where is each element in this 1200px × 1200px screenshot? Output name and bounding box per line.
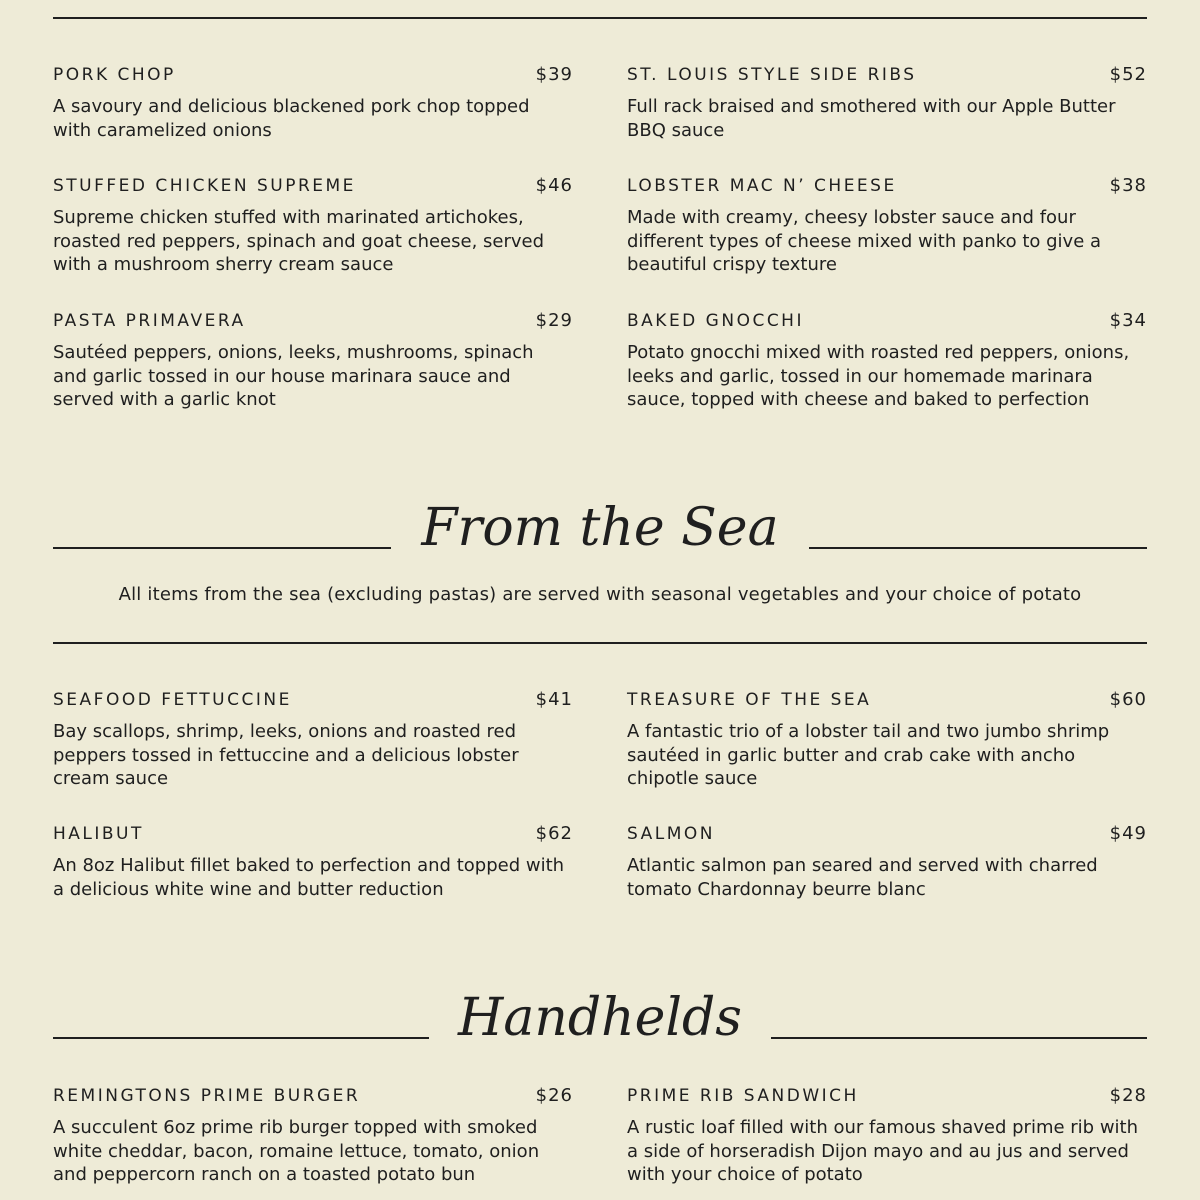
menu-item-baked-gnocchi [627,310,1147,412]
item-price: $49 [1109,823,1147,844]
menu-item-treasure-of-the-sea [627,689,1147,791]
top-divider [53,17,1147,19]
item-description: A savoury and delicious blackened pork chop topped with caramelized onions [53,96,530,141]
item-price: $41 [535,689,573,710]
item-description: Made with creamy, cheesy lobster sauce and four different types of cheese mixed with panko to give a beautiful crispy texture [627,207,1102,275]
item-name: STUFFED CHICKEN SUPREME [53,176,356,196]
item-price: $29 [535,310,573,331]
menu-item-salmon [627,823,1147,901]
item-price: $38 [1109,175,1147,196]
handhelds-title-rule-left [53,1037,429,1039]
sea-title-rule-right [809,547,1147,549]
item-name: ST. LOUIS STYLE SIDE RIBS [627,65,917,85]
menu-item-side-ribs [627,64,1147,142]
menu-item-lobster-mac [627,175,1147,277]
section-title-sea: From the Sea [421,498,779,558]
item-name: LOBSTER MAC N’ CHEESE [627,176,897,196]
item-description: Atlantic salmon pan seared and served with charred tomato Chardonnay beurre blanc [627,855,1098,900]
item-description: Full rack braised and smothered with our Apple Butter BBQ sauce [627,96,1116,141]
sea-title-rule-left [53,547,391,549]
menu-item-stuffed-chicken [53,175,573,277]
item-description: A succulent 6oz prime rib burger topped with smoked white cheddar, bacon, romaine lettuce, tomato, onion and peppercorn ranch on a toasted potato bun [53,1117,540,1185]
item-description: A fantastic trio of a lobster tail and two jumbo shrimp sautéed in garlic butter and crab cake with ancho chipotle sauce [627,721,1110,789]
menu-item-halibut [53,823,573,901]
handhelds-title-rule-right [771,1037,1147,1039]
item-name: PRIME RIB SANDWICH [627,1086,859,1106]
menu-item-pasta-primavera [53,310,573,412]
item-price: $26 [535,1085,573,1106]
item-name: PORK CHOP [53,65,176,85]
menu-item-prime-rib-sandwich [627,1085,1147,1187]
item-name: HALIBUT [53,824,144,844]
item-name: SEAFOOD FETTUCCINE [53,690,292,710]
item-description: An 8oz Halibut fillet baked to perfection and topped with a delicious white wine and butter reduction [53,855,565,900]
item-name: BAKED GNOCCHI [627,311,804,331]
item-price: $60 [1109,689,1147,710]
item-description: A rustic loaf filled with our famous shaved prime rib with a side of horseradish Dijon mayo and au jus and served with your choice of potato [627,1117,1139,1185]
item-price: $34 [1109,310,1147,331]
item-name: REMINGTONS PRIME BURGER [53,1086,361,1106]
item-name: PASTA PRIMAVERA [53,311,246,331]
item-price: $39 [535,64,573,85]
item-price: $62 [535,823,573,844]
item-name: SALMON [627,824,715,844]
item-price: $28 [1109,1085,1147,1106]
item-price: $46 [535,175,573,196]
menu-item-prime-burger [53,1085,573,1187]
menu-item-seafood-fettuccine [53,689,573,791]
section-note-sea: All items from the sea (excluding pastas) are served with seasonal vegetables and your choice of potato [118,584,1082,605]
item-price: $52 [1109,64,1147,85]
item-description: Potato gnocchi mixed with roasted red peppers, onions, leeks and garlic, tossed in our homemade marinara sauce, topped with cheese and baked to perfection [627,342,1130,410]
menu-item-pork-chop [53,64,573,142]
item-description: Sautéed peppers, onions, leeks, mushrooms, spinach and garlic tossed in our house marinara sauce and served with a garlic knot [53,342,534,410]
item-description: Bay scallops, shrimp, leeks, onions and roasted red peppers tossed in fettuccine and a delicious lobster cream sauce [53,721,519,789]
item-description: Supreme chicken stuffed with marinated artichokes, roasted red peppers, spinach and goat cheese, served with a mushroom sherry cream sauce [53,207,545,275]
item-name: TREASURE OF THE SEA [627,690,872,710]
sea-divider [53,642,1147,644]
section-title-handhelds: Handhelds [458,988,742,1048]
